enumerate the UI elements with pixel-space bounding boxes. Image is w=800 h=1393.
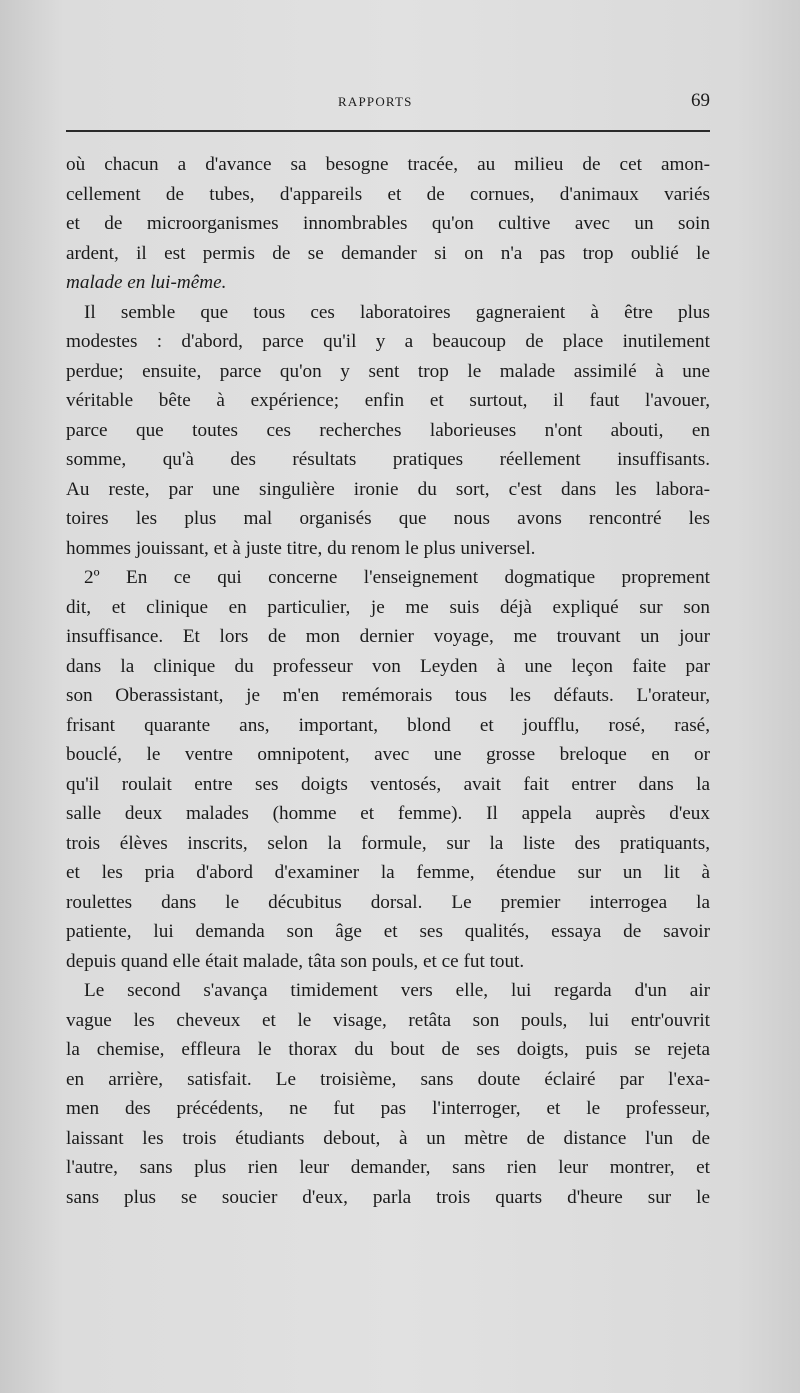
- page-number: 69: [691, 90, 710, 111]
- text-line: hommes jouissant, et à juste titre, du renom le plus universel.: [66, 537, 536, 559]
- text-line: bouclé, le ventre omnipotent, avec une grosse breloque en or: [66, 744, 710, 765]
- text-line: modestes : d'abord, parce qu'il y a beaucoup de place inutilement: [66, 331, 710, 352]
- text-line: frisant quarante ans, important, blond et joufflu, rosé, rasé,: [66, 714, 710, 736]
- body-text: [66, 150, 710, 1212]
- text-line: sans plus se soucier d'eux, parla trois quarts d'heure sur le: [66, 1186, 710, 1208]
- text-line: qu'il roulait entre ses doigts ventosés, avait fait entrer dans la: [66, 773, 710, 795]
- text-line: l'autre, sans plus rien leur demander, sans rien leur montrer, et: [66, 1157, 710, 1178]
- text-line: trois élèves inscrits, selon la formule, sur la liste des pratiquants,: [66, 832, 710, 854]
- text-line: somme, qu'à des résultats pratiques réellement insuffisants.: [66, 449, 710, 470]
- text-line: toires les plus mal organisés que nous avons rencontré les: [66, 508, 710, 529]
- page-header: [66, 92, 710, 114]
- text-line: et les pria d'abord d'examiner la femme, étendue sur un lit à: [66, 862, 710, 883]
- text-line: et de microorganismes innombrables qu'on cultive avec un soin: [66, 213, 710, 234]
- text-line: depuis quand elle était malade, tâta son pouls, et ce fut tout.: [66, 950, 525, 972]
- text-line: véritable bête à expérience; enfin et surtout, il faut l'avouer,: [66, 390, 710, 411]
- text-line: ardent, il est permis de se demander si on n'a pas trop oublié le: [66, 242, 710, 264]
- text-line: dit, et clinique en particulier, je me suis déjà expliqué sur son: [66, 596, 710, 618]
- text-line: où chacun a d'avance sa besogne tracée, au milieu de cet amon-: [66, 154, 710, 175]
- text-line: la chemise, effleura le thorax du bout de ses doigts, puis se rejeta: [66, 1039, 710, 1060]
- text-line: roulettes dans le décubitus dorsal. Le premier interrogea la: [66, 891, 710, 913]
- text-line: laissant les trois étudiants debout, à un mètre de distance l'un de: [66, 1127, 710, 1149]
- text-line: insuffisance. Et lors de mon dernier voyage, me trouvant un jour: [66, 626, 710, 647]
- text-line: perdue; ensuite, parce qu'on y sent trop le malade assimilé à une: [66, 360, 710, 382]
- text-line: dans la clinique du professeur von Leyden à une leçon faite par: [66, 655, 710, 677]
- text-line: malade en lui-même.: [66, 272, 227, 293]
- text-line: salle deux malades (homme et femme). Il appela auprès d'eux: [66, 803, 710, 824]
- text-line: men des précédents, ne fut pas l'interroger, et le professeur,: [66, 1098, 710, 1119]
- text-line: 2º En ce qui concerne l'enseignement dogmatique proprement: [84, 567, 710, 588]
- text-line: Au reste, par une singulière ironie du sort, c'est dans les labora-: [66, 478, 710, 500]
- text-line: son Oberassistant, je m'en remémorais tous les défauts. L'orateur,: [66, 685, 710, 706]
- running-title: RAPPORTS: [338, 94, 413, 109]
- header-rule: [66, 130, 710, 132]
- text-line: en arrière, satisfait. Le troisième, sans doute éclairé par l'exa-: [66, 1068, 710, 1090]
- text-line: Le second s'avança timidement vers elle, lui regarda d'un air: [84, 980, 710, 1001]
- text-line: vague les cheveux et le visage, retâta son pouls, lui entr'ouvrit: [66, 1009, 710, 1031]
- text-line: cellement de tubes, d'appareils et de cornues, d'animaux variés: [66, 183, 710, 205]
- text-line: patiente, lui demanda son âge et ses qualités, essaya de savoir: [66, 921, 710, 942]
- text-line: Il semble que tous ces laboratoires gagneraient à être plus: [84, 301, 710, 323]
- text-line: parce que toutes ces recherches laborieuses n'ont abouti, en: [66, 419, 710, 441]
